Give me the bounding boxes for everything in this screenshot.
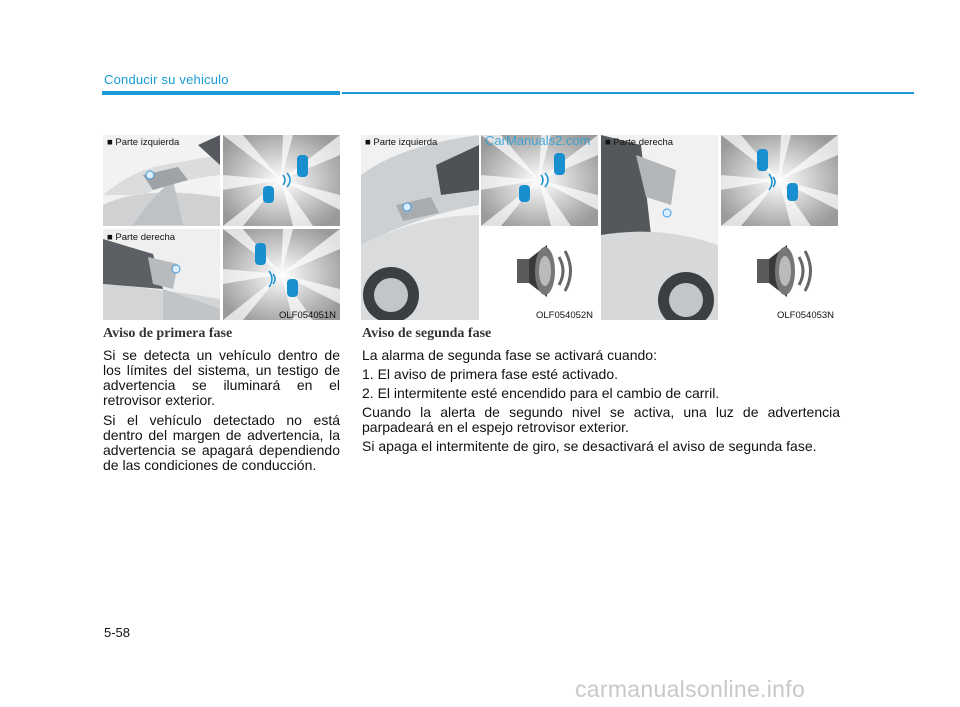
figure2-mirror-left-photo	[361, 135, 479, 320]
figure1-car-icon	[297, 155, 308, 177]
header-rule-thin	[342, 92, 914, 94]
figure2-speaker-right	[721, 229, 838, 320]
figure2-blind-spot-left	[481, 135, 598, 226]
second-warning-item1: 1. El aviso de primera fase esté activado.	[362, 366, 619, 382]
figure2-label-right: ■ Parte derecha	[605, 137, 674, 148]
section-title: Conducir su vehiculo	[104, 72, 229, 87]
figure1-car-icon	[263, 186, 274, 203]
page-number: 5-58	[104, 625, 131, 640]
figure2-code-left: OLF054052N	[536, 310, 594, 321]
figure1-code: OLF054051N	[279, 310, 337, 321]
second-warning-para1: Cuando la alerta de segundo nivel se activa, una luz de advertencia parpadeará en el espejo retrovisor exterior.	[362, 404, 840, 435]
figure2-car-icon	[757, 149, 768, 171]
figure1-blind-spot-left	[223, 135, 340, 226]
figure2-blind-spot-right	[721, 135, 838, 226]
first-warning-heading: Aviso de primera fase	[103, 326, 233, 341]
figure1-mirror-indicator	[172, 265, 180, 273]
figure2-speaker-left	[481, 229, 598, 320]
watermark-text[interactable]: CarManuals2.com	[485, 133, 591, 148]
figure1-label-left: ■ Parte izquierda	[107, 137, 180, 148]
figure2-car-icon	[519, 185, 530, 202]
figure1-blind-spot-right	[223, 229, 340, 320]
figure1-car-icon	[255, 243, 266, 265]
figure2-car-icon	[787, 183, 798, 201]
first-warning-para2: Si el vehículo detectado no está dentro del margen de advertencia, la advertencia se apagará dependiendo de las condiciones de conducción.	[103, 412, 340, 473]
second-warning-para2: Si apaga el intermitente de giro, se desactivará el aviso de segunda fase.	[362, 438, 817, 454]
figure1-label-right: ■ Parte derecha	[107, 232, 176, 243]
figure2-code-right: OLF054053N	[777, 310, 835, 321]
second-warning-intro: La alarma de segunda fase se activará cuando:	[362, 347, 657, 363]
footer-site-text[interactable]: carmanualsonline.info	[575, 676, 806, 702]
second-warning-heading: Aviso de segunda fase	[362, 326, 492, 341]
header-rule-thick	[102, 91, 340, 95]
figure1-car-icon	[287, 279, 298, 297]
figure2-mirror-indicator	[403, 203, 411, 211]
first-warning-para1: Si se detecta un vehículo dentro de los límites del sistema, un testigo de advertencia se iluminará en el retrovisor exterior.	[103, 347, 340, 408]
figure1-mirror-left-photo	[103, 135, 220, 226]
second-warning-item2: 2. El intermitente esté encendido para el cambio de carril.	[362, 385, 720, 401]
figure2-mirror-right-photo	[601, 135, 718, 320]
figure2-car-icon	[554, 153, 565, 175]
figure1-mirror-indicator	[146, 171, 154, 179]
figure2-label-left: ■ Parte izquierda	[365, 137, 438, 148]
figure2-mirror-indicator	[663, 209, 671, 217]
